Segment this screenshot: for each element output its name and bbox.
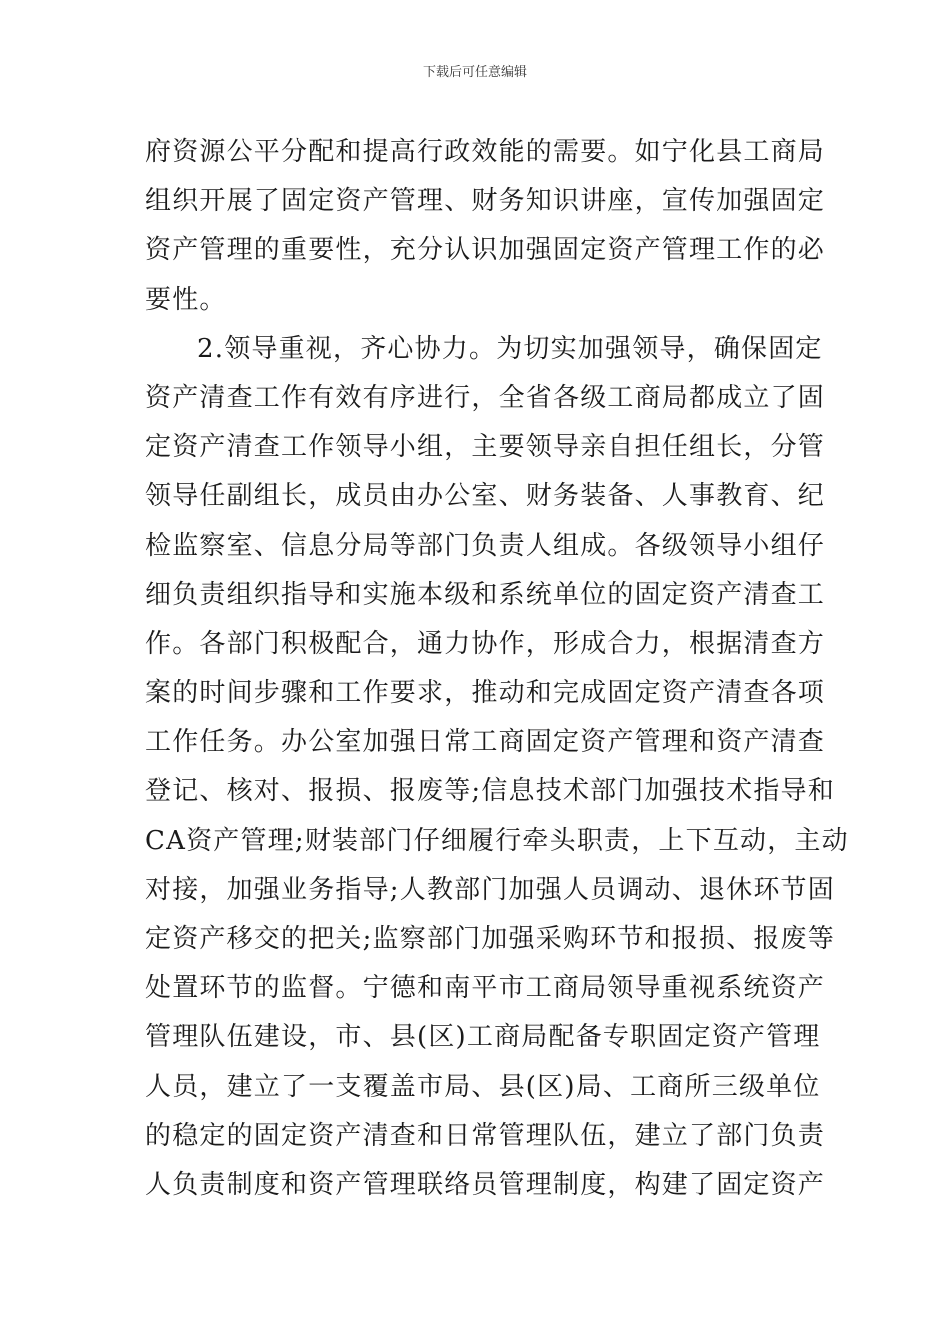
text-line: 作。各部门积极配合，通力协作，形成合力，根据清查方 [145, 628, 826, 659]
text-line: 定资产移交的把关;监察部门加强采购环节和报损、报废等 [145, 924, 835, 954]
text-line: 资产管理的重要性，充分认识加强固定资产管理工作的必 [145, 235, 826, 266]
text-line: 对接，加强业务指导;人教部门加强人员调动、退休环节固 [145, 874, 835, 905]
text-line: 要性。 [145, 284, 227, 315]
text-line: CA资产管理;财装部门仔细履行牵头职责，上下互动，主动 [145, 825, 849, 856]
page-header: 下载后可任意编辑 [422, 65, 527, 80]
text-line: 检监察室、信息分局等部门负责人组成。各级领导小组仔 [145, 530, 826, 561]
text-line: 工作任务。办公室加强日常工商固定资产管理和资产清查 [145, 727, 826, 758]
text-line: 人员，建立了一支覆盖市局、县(区)局、工商所三级单位 [145, 1071, 821, 1102]
text-line: 人负责制度和资产管理联络员管理制度，构建了固定资产 [145, 1169, 826, 1200]
text-line: 案的时间步骤和工作要求，推动和完成固定资产清查各项 [145, 678, 826, 709]
text-line: 府资源公平分配和提高行政效能的需要。如宁化县工商局 [145, 137, 826, 167]
paragraph-2 [145, 325, 849, 1210]
text-line: 登记、核对、报损、报废等;信息技术部门加强技术指导和 [145, 776, 835, 807]
text-line: 的稳定的固定资产清查和日常管理队伍，建立了部门负责 [145, 1120, 826, 1151]
text-line: 组织开展了固定资产管理、财务知识讲座，宣传加强固定 [145, 186, 826, 217]
text-line: 资产清查工作有效有序进行，全省各级工商局都成立了固 [145, 382, 826, 413]
text-line: 细负责组织指导和实施本级和系统单位的固定资产清查工 [145, 579, 826, 610]
text-line: 2.领导重视，齐心协力。为切实加强领导，确保固定 [197, 333, 823, 364]
paragraph-1 [145, 128, 826, 325]
text-line: 领导任副组长，成员由办公室、财务装备、人事教育、纪 [145, 481, 826, 512]
text-line: 定资产清查工作领导小组，主要领导亲自担任组长，分管 [145, 432, 826, 463]
body-text [145, 128, 849, 1210]
text-line: 管理队伍建设，市、县(区)工商局配备专职固定资产管理 [145, 1022, 821, 1053]
text-line: 处置环节的监督。宁德和南平市工商局领导重视系统资产 [145, 973, 826, 1004]
